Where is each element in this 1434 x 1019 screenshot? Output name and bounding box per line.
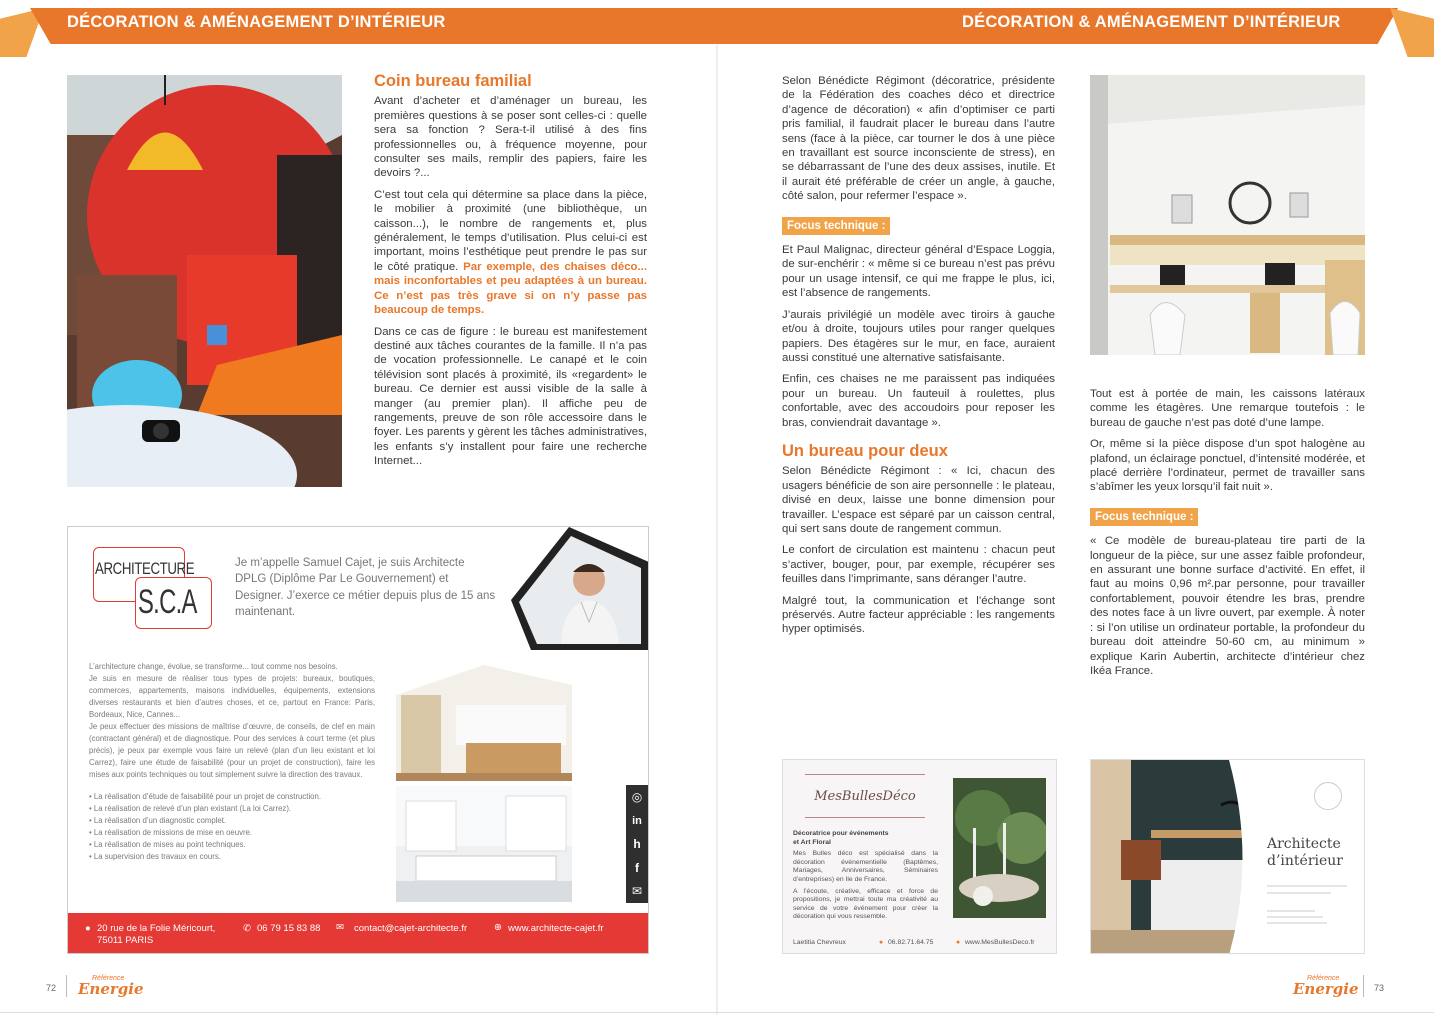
- article-paragraph: Selon Bénédicte Régimont : « Ici, chacun des usagers bénéficie de son aire personnelle : le plateau, divisé en deux, laisse une bonne dimension pour travailler. L’espace est séparé par un caisson central, qui sert sans doute de rangement commun.: [782, 465, 1055, 535]
- article-title: Coin bureau familial: [374, 72, 532, 90]
- footer-divider: [66, 975, 67, 997]
- sca-service-item: • La supervision des travaux en cours.: [89, 852, 221, 861]
- article-paragraph: Malgré tout, la communication et l’échange sont préservés. Autre facteur appréciable : les rangements hyper optimisés.: [782, 594, 1055, 636]
- article-paragraph: Dans ce cas de figure : le bureau est manifestement destiné aux tâches courantes de la famille. Il n’a pas de vocation professionnelle. Le canapé et le coin télévision sont placés à proximité, ils «regardent» le bureau. Ce dernier est aussi visible de la salle à manger (au premier plan). Il affiche peu de rangements, preuve de son rôle accessoire dans le foyer. Les parents y gèrent les tâches administratives, les enfants s’y installent pour faire une recherche Internet...: [374, 325, 647, 468]
- mesbulles-description: A l’écoute, créative, efficace et force de propositions, je mettrai toute ma créativité au service de votre événement pour créer la décoration qui vous ressemble.: [793, 887, 938, 921]
- architect-portrait: [501, 526, 649, 650]
- mesbulles-heading: et Art Floral: [793, 838, 831, 846]
- sca-service-item: • La réalisation de mises au point techniques.: [89, 840, 246, 849]
- article-paragraph: [374, 188, 647, 318]
- mesbulles-logo-frame: [805, 774, 925, 818]
- sca-website[interactable]: www.architecte-cajet.fr: [508, 923, 604, 934]
- globe-icon: ⊕: [494, 922, 502, 933]
- sca-email[interactable]: contact@cajet-architecte.fr: [354, 923, 468, 934]
- houzz-icon[interactable]: h: [633, 837, 641, 851]
- sca-logo-bottom: S.C.A: [138, 583, 197, 621]
- article-paragraph: Avant d’acheter et d’aménager un bureau, les premières questions à se poser sont celles-ci : quelle sera sa fonction ? Sera-t-il utilisé à des fins professionnelles ou, à fréquence moyenne, pour consulter ses mails, remplir des papiers, faire les devoirs ?...: [374, 95, 647, 180]
- article-paragraph: Selon Bénédicte Régimont (décoratrice, présidente de la Fédération des coaches déco et directrice d’agence de décoration) « afin d’optimiser ce parti pris familial, il faudrait placer le bureau dans l’autre sens (face à la pièce, car tourner le dos à une pièce en travaillant est source inconsciente de stress), en se débarrassant de l’une des deux assises, inutile. Et il aurait été préférable de créer un angle, à gauche, côté salon, pour refermer l’espace ».: [782, 75, 1055, 203]
- archi-title-line: d’intérieur: [1267, 853, 1343, 869]
- mail-icon: ✉: [336, 922, 344, 933]
- ad-architecte-interieur: [1090, 759, 1365, 954]
- sca-logo-top: ARCHITECTURE: [95, 559, 195, 578]
- sca-service-item: • La réalisation de relevé d’un plan existant (La loi Carrez).: [89, 804, 292, 813]
- mesbulles-heading: Décoratrice pour événements: [793, 830, 889, 837]
- address-line-1: 20 rue de la Folie Méricourt,: [97, 923, 216, 934]
- header-title-left: DÉCORATION & AMÉNAGEMENT D’INTÉRIEUR: [67, 13, 446, 31]
- mesbulles-logo: MesBullesDéco: [814, 789, 916, 804]
- bottom-edge: [0, 1012, 1434, 1013]
- mesbulles-name: Laetitia Chevreux: [793, 939, 846, 946]
- archi-faint-text: [1267, 885, 1347, 887]
- focus-technique-badge: Focus technique :: [1090, 508, 1198, 526]
- mesbulles-photo: [953, 778, 1046, 918]
- mesbulles-contact: [793, 939, 1053, 946]
- sca-contact-bar: [68, 913, 649, 954]
- archi-title: [1267, 836, 1343, 870]
- interior-photo-1: [396, 665, 572, 781]
- social-bar: [626, 785, 648, 903]
- linkedin-icon[interactable]: in: [632, 814, 642, 827]
- sca-service-list: [89, 791, 375, 863]
- article-right-col1: [782, 74, 1055, 644]
- highlight-text: Par exemple, des chaises déco... mais inconfortables et peu adaptées à un bureau. Ce n’est pas très grave si on n’y passe pas beaucoup de temps.: [374, 260, 647, 317]
- phone-icon: ✆: [243, 923, 251, 934]
- article-coin-bureau: [374, 74, 647, 476]
- email-icon[interactable]: ✉: [631, 884, 643, 898]
- footer-divider: [1363, 975, 1364, 997]
- sca-service-item: • La réalisation d’un diagnostic complet.: [89, 816, 227, 825]
- shared-office-photo: [1090, 75, 1365, 355]
- page-number-right: 73: [1374, 983, 1385, 993]
- paragraph-text: C’est tout cela qui détermine sa place dans la pièce, le mobilier à proximité (une bibliothèque, un caisson...), le nombre de rangements et, plus généralement, le temps d’utilisation. Plus celui-ci est important, moins l’esthétique peut prendre le pas sur le côté pratique.: [374, 188, 647, 273]
- article-paragraph: Or, même si la pièce dispose d’un spot halogène au plafond, un éclairage ponctuel, d’intensité modérée, et placé derrière l’ordinateur, permet de travailler sans s’abîmer les yeux lorsqu’il fait nuit ».: [1090, 438, 1365, 494]
- ad-architecture-sca: [67, 526, 649, 954]
- archi-title-line: Architecte: [1267, 836, 1341, 852]
- sca-service-item: • La réalisation d’étude de faisabilité pour un projet de construction.: [89, 792, 322, 801]
- footer-logo-small: Référence: [92, 975, 125, 982]
- map-pin-icon: ●: [85, 923, 91, 934]
- archi-logo-icon: [1314, 782, 1342, 810]
- mesbulles-website[interactable]: www.MesBullesDeco.fr: [965, 939, 1035, 946]
- footer-logo-small: Référence: [1307, 975, 1340, 982]
- focus-technique-badge: Focus technique :: [782, 217, 890, 235]
- sca-service-item: • La réalisation de missions de mise en oeuvre.: [89, 828, 253, 837]
- page-number-left: 72: [46, 983, 57, 993]
- mesbulles-description: Mes Bulles déco est spécialisé dans la décoration événementielle (Baptêmes, Mariages, Anniversaires, Séminaires d’entreprises) en Ile de France.: [793, 850, 938, 883]
- article-paragraph: Et Paul Malignac, directeur général d’Espace Loggia, de sur-enchérir : « même si ce bureau n’est pas prévu pour un usage intensif, ce qui me frappe le plus, ici, est l’absence de rangements.: [782, 244, 1055, 300]
- article-paragraph: « Ce modèle de bureau-plateau tire parti de la longueur de la pièce, sur une assez faible profondeur, en assurant une bonne surface d’activité. En effet, il faut au moins 0,96 m².par personne, pour travailler confortablement, pouvoir étendre les bras, prendre des notes face à un livre ouvert, par exemple. À noter : si l’on utilise un ordinateur portable, la profondeur du bureau doit atteindre 50-60 cm, au minimum » explique Karin Aubertin, architecte d’intérieur chez Ikéa France.: [1090, 535, 1365, 677]
- article-paragraph: J’aurais privilégié un modèle avec tiroirs à gauche et/ou à droite, toujours utiles pour ranger quelques papiers. Des étagères sur le mur, en face, auraient aussi constitué une alternative satisfaisante.: [782, 308, 1055, 364]
- sca-body: [89, 661, 375, 863]
- sca-phone[interactable]: 06 79 15 83 88: [257, 923, 321, 934]
- banner-accent-right: [1390, 8, 1434, 57]
- archi-faint-text: [1267, 892, 1331, 894]
- instagram-icon[interactable]: ◎: [631, 790, 643, 804]
- ad-mesbullesdeco: [782, 759, 1057, 954]
- address-line-2: 75011 PARIS: [97, 935, 154, 946]
- interior-photo-2: [396, 786, 572, 902]
- article-paragraph: Le confort de circulation est maintenu : chacun peut s’activer, bouger, pour, par exemple, récupérer ses feuilles dans l’imprimante, sans déranger l’autre.: [782, 544, 1055, 586]
- article-paragraph: Enfin, ces chaises ne me paraissent pas indiquées pour un bureau. Un fauteuil à roulettes, plus confortable, avec des accoudoirs pour reposer les bras, conviendrait davantage ».: [782, 373, 1055, 429]
- sca-body-text: Je suis en mesure de réaliser tous types de projets: bureaux, boutiques, commerces, appartements, maisons individuelles, équipements, extensions diverses restaurants et bien d’autres choses, et ce, partout en France: Paris, Bordeaux, Nice, Cannes...: [89, 674, 375, 719]
- article-paragraph: Tout est à portée de main, les caissons latéraux comme les étagères. Une remarque toutefois : le bureau de gauche n’est pas doté d’une lampe.: [1090, 388, 1365, 429]
- facebook-icon[interactable]: f: [635, 860, 639, 875]
- phone-icon: ●: [879, 939, 884, 946]
- article-right-col2: [1090, 387, 1365, 685]
- sca-body-text: Je peux effectuer des missions de maîtrise d’œuvre, de conseils, de clef en main (contractant général) et de diagnostique. Pour des services à court terme (et plus précis), je peux par exemple vous faire un relevé (plan d’un lieu existant et loi Carrez), faire une étude de faisabilité (pour un projet de construction), faire les mises aux points techniques ou tout simplement suivre la direction des travaux.: [89, 722, 375, 779]
- sca-intro: Je m’appelle Samuel Cajet, je suis Architecte DPLG (Diplôme Par Le Gouvernement) et Designer. J’exerce ce métier depuis plus de 15 ans maintenant.: [235, 557, 496, 619]
- archi-faint-text: [1267, 910, 1315, 912]
- mesbulles-phone[interactable]: 06.82.71.64.75: [888, 939, 934, 946]
- article-title: Un bureau pour deux: [782, 441, 948, 460]
- sca-body-text: L’architecture change, évolue, se transforme... tout comme nos besoins.: [89, 662, 338, 671]
- footer-logo: Energie: [78, 980, 144, 998]
- page-spine: [716, 45, 718, 1015]
- archi-faint-text: [1267, 916, 1323, 918]
- mesbulles-text: [793, 830, 938, 922]
- globe-icon: ●: [956, 939, 961, 946]
- archi-faint-text: [1267, 922, 1327, 924]
- family-office-photo: [67, 75, 342, 487]
- header-title-right: DÉCORATION & AMÉNAGEMENT D’INTÉRIEUR: [962, 13, 1341, 31]
- footer-logo: Energie: [1293, 980, 1359, 998]
